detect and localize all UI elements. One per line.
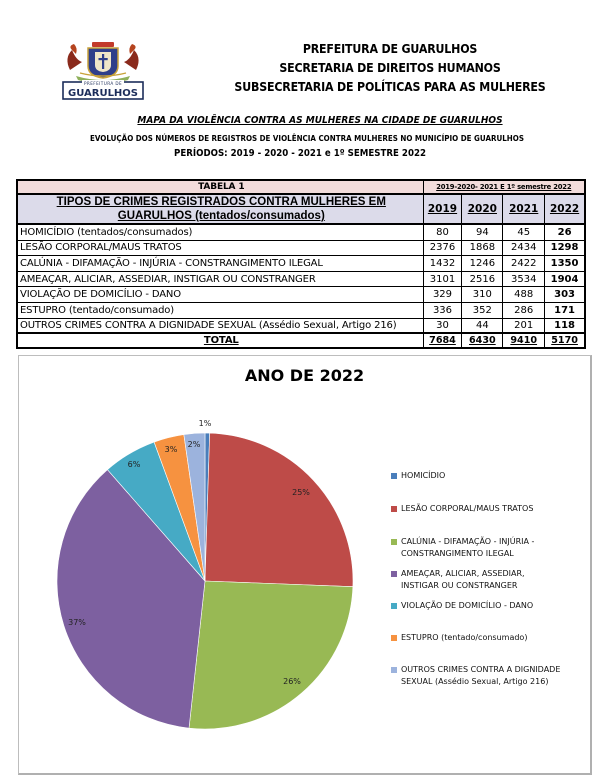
document-description: EVOLUÇÃO DOS NÚMEROS DE REGISTROS DE VIOLÊNCIA CONTRA MULHERES NO MUNICÍPIO DE GUARULHOS [90,133,524,143]
cell-2020: 1868 [461,241,502,256]
row-label: ESTUPRO (tentado/consumado) [20,304,175,316]
table-row [18,256,584,272]
table-total-row [18,334,584,349]
header-line-prefeitura: PREFEITURA DE GUARULHOS [302,42,478,56]
legend-label: LESÃO CORPORAL/MAUS TRATOS [401,504,534,513]
cell-2021: 3534 [502,272,544,287]
header-line-subsecretaria: SUBSECRETARIA DE POLÍTICAS PARA AS MULHERES [234,80,546,94]
pie-chart-plot [19,356,391,776]
table-period-header: 2019-2020- 2021 E 1º semestre 2022 [423,181,584,193]
table-title [18,195,423,223]
legend-swatch [391,603,397,609]
row-label: LESÃO CORPORAL/MAUS TRATOS [20,242,182,254]
table-header-row [18,195,584,225]
legend-item-lesao [391,503,533,515]
table-title-line1: TIPOS DE CRIMES REGISTRADOS CONTRA MULHERES EM [56,196,386,208]
legend-label: VIOLAÇÃO DE DOMICÍLIO - DANO [401,601,534,610]
cell-2021: 2434 [502,241,544,256]
cell-2021: 488 [502,287,544,302]
table-row [18,272,584,288]
legend-swatch [391,539,397,545]
row-label: VIOLAÇÃO DE DOMICÍLIO - DANO [20,289,181,301]
cell-2021: 45 [502,225,544,240]
legend-label: OUTROS CRIMES CONTRA A DIGNIDADE SEXUAL (Assédio Sexual, Artigo 216) [401,665,561,686]
legend-label: HOMICÍDIO [401,471,446,480]
table-row [18,319,584,335]
row-label: HOMICÍDIO (tentados/consumados) [20,226,193,238]
slice-label-violacao: 6% [127,460,141,469]
column-header-2021: 2021 [502,195,544,223]
cell-2019: 329 [423,287,462,302]
cell-2019: 80 [423,225,462,240]
cell-2019: 3101 [423,272,462,287]
pie-slices [57,433,353,729]
legend-swatch [391,473,397,479]
total-label: TOTAL [203,335,239,347]
chart-title: ANO DE 2022 [244,366,365,385]
document-title: MAPA DA VIOLÊNCIA CONTRA AS MULHERES NA CIDADE DE GUARULHOS [137,115,503,126]
cell-2022: 1298 [544,241,584,256]
cell-2022: 303 [544,287,584,302]
cell-2019: 1432 [423,256,462,271]
table-title-line2: GUARULHOS (tentados/consumados) [117,210,325,222]
legend-swatch [391,667,397,673]
column-header-2020: 2020 [461,195,502,223]
guarulhos-logo [62,40,144,100]
cell-2020: 2516 [461,272,502,287]
svg-text:GUARULHOS: GUARULHOS [67,88,139,99]
cell-2022: 171 [544,303,584,318]
slice-label-lesao: 25% [292,488,310,497]
table-row [18,287,584,303]
slice-label-ameacar: 37% [68,618,86,627]
crimes-table [16,179,586,349]
cell-2022: 118 [544,319,584,333]
slice-label-homicidio: 1% [198,419,212,428]
legend-item-estupro [391,632,527,644]
cell-2019: 2376 [423,241,462,256]
pie-slice [189,581,353,729]
legend-item-ameacar [391,568,525,592]
cell-2022: 1350 [544,256,584,271]
legend-label: ESTUPRO (tentado/consumado) [401,633,528,642]
row-label: CALÚNIA - DIFAMAÇÃO - INJÚRIA - CONSTRANGIMENTO ILEGAL [20,257,323,269]
table-caption-row [18,181,584,195]
total-2019: 7684 [423,334,462,347]
cell-2022: 1904 [544,272,584,287]
coat-of-arms-icon [62,40,144,100]
cell-2020: 1246 [461,256,502,271]
column-header-2022: 2022 [544,195,584,223]
cell-2020: 94 [461,225,502,240]
cell-2021: 201 [502,319,544,333]
legend-label: AMEAÇAR, ALICIAR, ASSEDIAR, INSTIGAR OU CONSTRANGER [401,569,525,590]
legend-swatch [391,635,397,641]
row-label: AMEAÇAR, ALICIAR, ASSEDIAR, INSTIGAR OU CONSTRANGER [20,273,316,285]
legend-swatch [391,571,397,577]
column-header-2019: 2019 [423,195,462,223]
row-label: OUTROS CRIMES CONTRA A DIGNIDADE SEXUAL (Assédio Sexual, Artigo 216) [20,319,397,331]
cell-2020: 310 [461,287,502,302]
cell-2021: 286 [502,303,544,318]
slice-label-calunia: 26% [283,677,301,686]
table-caption: TABELA 1 [198,182,245,192]
cell-2020: 352 [461,303,502,318]
cell-2020: 44 [461,319,502,333]
legend-label: CALÚNIA - DIFAMAÇÃO - INJÚRIA - CONSTRANGIMENTO ILEGAL [401,537,535,558]
cell-2019: 30 [423,319,462,333]
svg-text:PREFEITURA DE: PREFEITURA DE [84,81,122,86]
pie-slice [205,433,353,587]
cell-2019: 336 [423,303,462,318]
table-row [18,241,584,257]
legend-item-calunia [391,536,534,560]
legend-item-outros [391,664,560,688]
pie-chart-2022 [18,355,592,775]
total-2020: 6430 [461,334,502,347]
total-2022: 5170 [544,334,584,347]
slice-label-outros: 2% [187,440,201,449]
cell-2022: 26 [544,225,584,240]
header-line-secretaria: SECRETARIA DE DIREITOS HUMANOS [279,61,501,75]
cell-2021: 2422 [502,256,544,271]
slice-label-estupro: 3% [164,445,178,454]
table-row [18,303,584,319]
document-periods: PERÍODOS: 2019 - 2020 - 2021 e 1º SEMESTRE 2022 [174,148,426,159]
total-2021: 9410 [502,334,544,347]
legend-item-violacao [391,600,533,612]
legend-item-homicidio [391,470,445,482]
table-row [18,225,584,241]
legend-swatch [391,506,397,512]
